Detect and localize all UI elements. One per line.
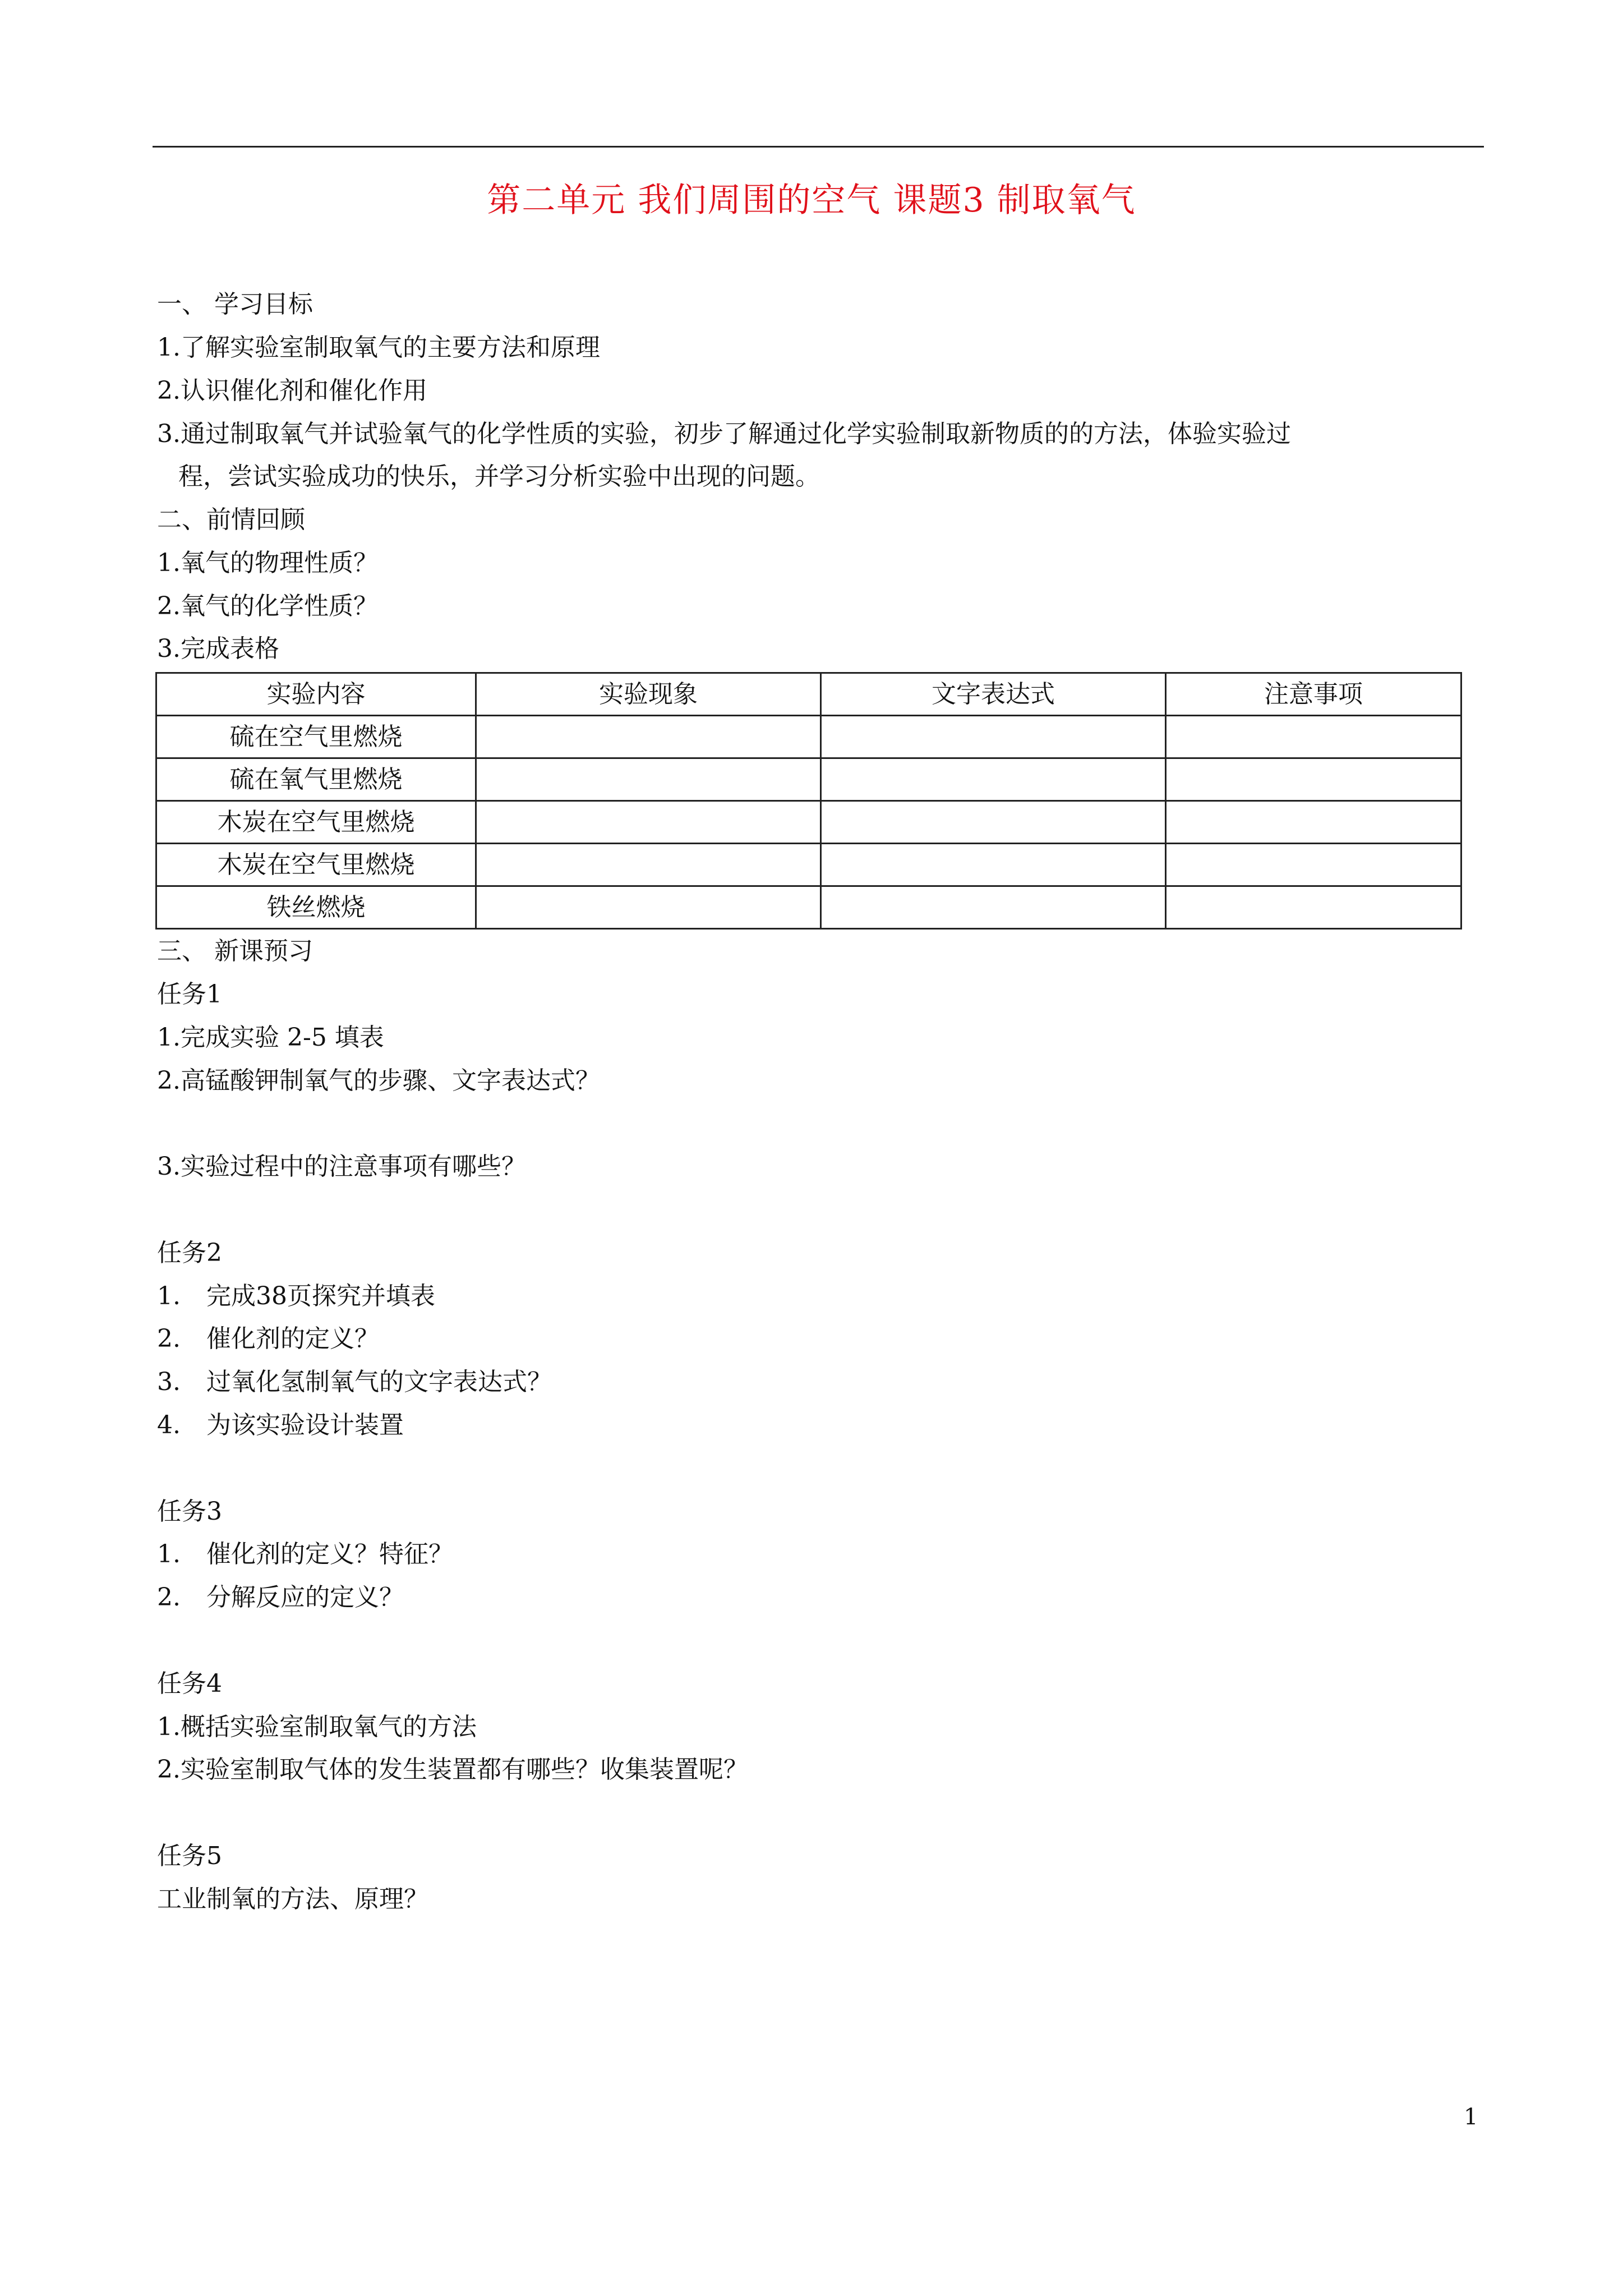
table-cell-blank[interactable] [821, 886, 1166, 929]
table-header-row [156, 673, 1461, 716]
table-header-cell: 实验内容 [156, 673, 476, 716]
item-number: 3. [157, 1368, 181, 1396]
review-item: 2.氧气的化学性质？ [157, 592, 378, 620]
table-header-cell: 注意事项 [1166, 673, 1461, 716]
task-label: 任务2 [157, 1239, 222, 1267]
section-heading-objectives: 一、 学习目标 [157, 290, 313, 319]
table-cell-experiment: 铁丝燃烧 [156, 886, 476, 929]
table-cell-blank[interactable] [1166, 844, 1461, 886]
task-item [157, 1365, 552, 1399]
task-item: 2.实验室制取气体的发生装置都有哪些？收集装置呢？ [157, 1755, 748, 1784]
table-cell-blank[interactable] [1166, 758, 1461, 801]
task-item: 1.概括实验室制取氧气的方法 [157, 1713, 477, 1741]
table-cell-experiment: 木炭在空气里燃烧 [156, 844, 476, 886]
table-cell-blank[interactable] [1166, 886, 1461, 929]
table-cell-blank[interactable] [821, 801, 1166, 844]
table-row [156, 758, 1461, 801]
task-item [157, 1538, 453, 1571]
table-row [156, 716, 1461, 758]
item-text: 分解反应的定义？ [206, 1583, 404, 1612]
task-item: 工业制氧的方法、原理？ [157, 1885, 428, 1913]
task-item: 2.高锰酸钾制氧气的步骤、文字表达式？ [157, 1066, 600, 1095]
item-number: 2. [157, 1583, 181, 1612]
page-title: 第二单元 我们周围的空气 课题3 制取氧气 [487, 181, 1136, 220]
objective-item-continued: 程，尝试实验成功的快乐，并学习分析实验中出现的问题。 [178, 462, 820, 491]
objective-item: 1.了解实验室制取氧气的主要方法和原理 [157, 333, 600, 362]
table-cell-blank[interactable] [476, 716, 821, 758]
table-cell-blank[interactable] [1166, 716, 1461, 758]
objective-item: 2.认识催化剂和催化作用 [157, 376, 427, 405]
item-number: 2. [157, 1324, 181, 1353]
objective-item: 3.通过制取氧气并试验氧气的化学性质的实验，初步了解通过化学实验制取新物质的的方法，体验实验过 [157, 420, 1291, 448]
table-row [156, 886, 1461, 929]
table-cell-experiment: 木炭在空气里燃烧 [156, 801, 476, 844]
section-heading-review: 二、前情回顾 [157, 505, 305, 534]
task-item [157, 1322, 379, 1356]
task-label: 任务3 [157, 1497, 222, 1526]
experiment-table [155, 672, 1462, 930]
task-item [157, 1581, 404, 1614]
item-text: 为该实验设计装置 [206, 1411, 404, 1439]
item-number: 1. [157, 1540, 181, 1568]
table-cell-blank[interactable] [476, 886, 821, 929]
task-item: 3.实验过程中的注意事项有哪些？ [157, 1152, 526, 1181]
table-header-cell: 实验现象 [476, 673, 821, 716]
table-cell-blank[interactable] [476, 844, 821, 886]
table-header-cell: 文字表达式 [821, 673, 1166, 716]
item-number: 4. [157, 1411, 181, 1439]
task-label: 任务5 [157, 1842, 222, 1870]
task-label: 任务4 [157, 1669, 222, 1698]
table-cell-blank[interactable] [476, 758, 821, 801]
task-item [157, 1409, 404, 1442]
item-text: 催化剂的定义？特征？ [206, 1540, 453, 1568]
task-item: 1.完成实验 2-5 填表 [157, 1023, 384, 1052]
table-cell-blank[interactable] [821, 716, 1166, 758]
table-cell-experiment: 硫在空气里燃烧 [156, 716, 476, 758]
item-text: 催化剂的定义？ [206, 1324, 379, 1353]
table-row [156, 801, 1461, 844]
table-cell-experiment: 硫在氧气里燃烧 [156, 758, 476, 801]
item-text: 完成38页探究并填表 [206, 1282, 435, 1310]
table-row [156, 844, 1461, 886]
section-heading-preview: 三、 新课预习 [157, 937, 313, 965]
page-number: 1 [1464, 2104, 1478, 2130]
item-text: 过氧化氢制氧气的文字表达式？ [206, 1368, 552, 1396]
table-cell-blank[interactable] [821, 758, 1166, 801]
table-cell-blank[interactable] [476, 801, 821, 844]
header-rule [153, 146, 1484, 148]
task-label: 任务1 [157, 980, 222, 1009]
review-item: 1.氧气的物理性质？ [157, 549, 378, 577]
task-item [157, 1280, 435, 1313]
item-number: 1. [157, 1282, 181, 1310]
table-cell-blank[interactable] [1166, 801, 1461, 844]
table-cell-blank[interactable] [821, 844, 1166, 886]
review-item: 3.完成表格 [157, 634, 279, 663]
